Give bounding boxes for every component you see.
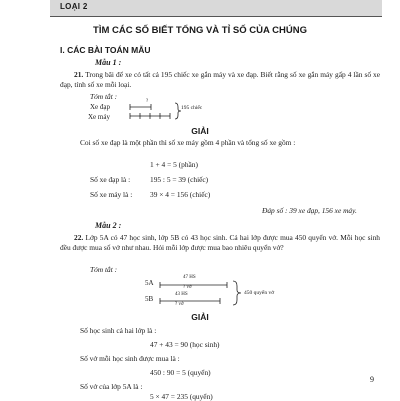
example1-calc1: 1 + 4 = 5 (phần) [150, 160, 198, 169]
problem-number: 22. [74, 233, 84, 242]
example1-problem [60, 70, 380, 91]
diagram2-top1: 47 HS [183, 275, 196, 280]
diagram1-segments [125, 100, 185, 122]
example2-l4: 450 : 90 = 5 (quyển) [150, 368, 211, 377]
example1-solution-intro: Coi số xe đạp là một phần thì số xe máy gồm 4 phần và tổng số xe gồm : [80, 138, 296, 147]
page-title: TÌM CÁC SỐ BIẾT TỔNG VÀ TỈ SỐ CỦA CHÚNG [93, 25, 307, 36]
summary-label: Tóm tắt : [90, 265, 118, 274]
example1-answer: Đáp số : 39 xe đạp, 156 xe máy. [262, 206, 357, 215]
example1-line3-value: 39 × 4 = 156 (chiếc) [150, 190, 211, 199]
example1-solution-title: GIẢI [191, 126, 209, 136]
example2-l2: 47 + 43 = 90 (học sinh) [150, 340, 220, 349]
problem-text: Lớp 5A có 47 học sinh, lớp 5B có 43 học sinh. Cả hai lớp được mua 450 quyển vở. Mỗi học sinh đều được mua số vở như nhau. Hỏi mỗi lớp được mua bao nhiêu quyển vở? [60, 233, 380, 253]
example2-l5: Số vở của lớp 5A là : [80, 382, 143, 391]
diagram2-total-label: 450 quyển vở [244, 290, 275, 296]
example2-l1: Số học sinh cả hai lớp là : [80, 326, 157, 335]
example2-l6: 5 × 47 = 235 (quyển) [150, 392, 213, 401]
page-number: 9 [370, 375, 374, 384]
example2-problem [60, 233, 380, 254]
diagram2-bot2: ? vở [175, 302, 184, 307]
diagram1-total-label: 195 chiếc [181, 105, 203, 111]
section-heading: I. CÁC BÀI TOÁN MẪU [60, 45, 151, 55]
diagram1-question-mark: ? [146, 99, 149, 104]
example1-line2-value: 195 : 5 = 39 (chiếc) [150, 175, 209, 184]
diagram2-segments [155, 276, 245, 308]
chapter-header-band [50, 0, 382, 17]
chapter-label: LOẠI 2 [60, 2, 88, 11]
diagram2-row2-label: 5B [145, 295, 154, 303]
summary-label: Tóm tắt : [90, 92, 118, 101]
example1-line3-label: Số xe máy là : [90, 190, 133, 199]
example2-heading: Mẫu 2 : [95, 221, 122, 230]
diagram2-top2: 43 HS [175, 292, 188, 297]
diagram2-row1-label: 5A [145, 279, 154, 287]
problem-text: Trong bãi để xe có tất cả 195 chiếc xe gắn máy và xe đạp. Biết rằng số xe gắn máy gấp 4 lần số xe đạp, tính số xe mỗi loại. [60, 70, 381, 90]
diagram2-bot1: ? vở [183, 285, 192, 290]
example1-heading: Mẫu 1 : [95, 58, 122, 67]
diagram1-row2-label: Xe máy [88, 113, 110, 121]
example2-solution-title: GIẢI [191, 312, 209, 322]
diagram1-row1-label: Xe đạp [90, 103, 111, 111]
example2-l3: Số vở mỗi học sinh được mua là : [80, 354, 180, 363]
problem-number: 21. [74, 70, 84, 79]
example1-line2-label: Số xe đạp là : [90, 175, 131, 184]
